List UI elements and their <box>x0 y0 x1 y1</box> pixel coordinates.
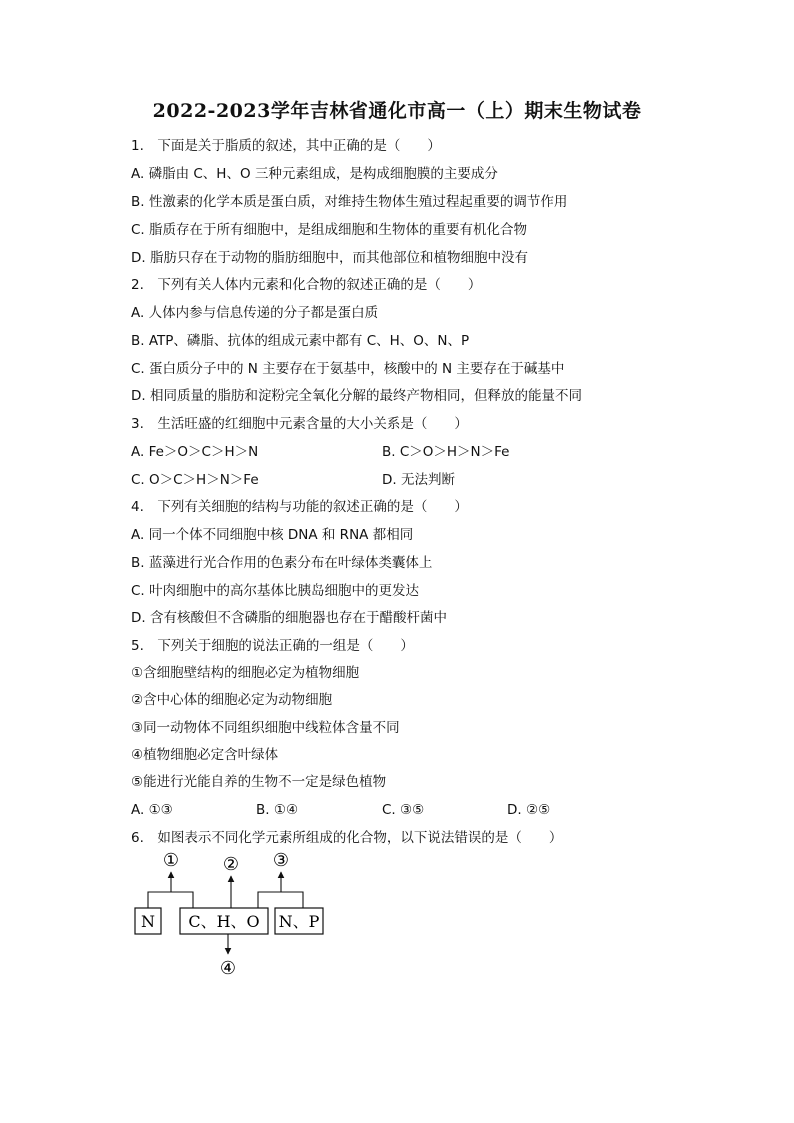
question-3-stem: 3. 生活旺盛的红细胞中元素含量的大小关系是（ ） <box>131 416 468 432</box>
question-5-statement-4: ④植物细胞必定含叶绿体 <box>131 747 279 763</box>
connector-1 <box>148 892 193 908</box>
question-1-stem: 1. 下面是关于脂质的叙述，其中正确的是（ ） <box>131 138 441 154</box>
question-5-statement-1: ①含细胞壁结构的细胞必定为植物细胞 <box>131 665 360 681</box>
label-4: ④ <box>219 958 237 979</box>
question-5-statement-2: ②含中心体的细胞必定为动物细胞 <box>131 692 333 708</box>
box-cho-label: C、H、O <box>188 912 260 931</box>
question-2-stem: 2. 下列有关人体内元素和化合物的叙述正确的是（ ） <box>131 277 482 293</box>
connector-3 <box>258 892 303 908</box>
question-1-option-d: D. 脂肪只存在于动物的脂肪细胞中，而其他部位和植物细胞中没有 <box>131 250 528 266</box>
question-2-option-d: D. 相同质量的脂肪和淀粉完全氧化分解的最终产物相同，但释放的能量不同 <box>131 388 582 404</box>
question-6-stem: 6. 如图表示不同化学元素所组成的化合物，以下说法错误的是（ ） <box>131 830 563 846</box>
question-5-option-d: D. ②⑤ <box>507 802 551 818</box>
label-2: ② <box>222 854 240 875</box>
question-5-statement-5: ⑤能进行光能自养的生物不一定是绿色植物 <box>131 774 387 790</box>
question-5-option-c: C. ③⑤ <box>382 802 425 818</box>
page-title: 2022-2023学年吉林省通化市高一（上）期末生物试卷 <box>152 100 642 122</box>
question-5-option-b: B. ①④ <box>256 802 299 818</box>
question-3-option-c: C. O＞C＞H＞N＞Fe <box>131 472 259 488</box>
question-4-option-d: D. 含有核酸但不含磷脂的细胞器也存在于醋酸杆菌中 <box>131 610 447 626</box>
question-2-option-b: B. ATP、磷脂、抗体的组成元素中都有 C、H、O、N、P <box>131 333 470 349</box>
question-5-statement-3: ③同一动物体不同组织细胞中线粒体含量不同 <box>131 720 400 736</box>
question-1-option-b: B. 性激素的化学本质是蛋白质，对维持生物体生殖过程起重要的调节作用 <box>131 194 568 210</box>
question-5-stem: 5. 下列关于细胞的说法正确的一组是（ ） <box>131 638 414 654</box>
question-4-option-a: A. 同一个体不同细胞中核 DNA 和 RNA 都相同 <box>131 527 414 543</box>
question-2-option-c: C. 蛋白质分子中的 N 主要存在于氨基中，核酸中的 N 主要存在于碱基中 <box>131 361 565 377</box>
question-1-option-c: C. 脂质存在于所有细胞中，是组成细胞和生物体的重要有机化合物 <box>131 222 528 238</box>
element-compound-diagram <box>128 852 348 982</box>
question-4-option-c: C. 叶肉细胞中的高尔基体比胰岛细胞中的更发达 <box>131 583 420 599</box>
box-np-label: N、P <box>278 912 320 931</box>
question-2-option-a: A. 人体内参与信息传递的分子都是蛋白质 <box>131 305 379 321</box>
question-3-option-d: D. 无法判断 <box>382 472 455 488</box>
label-3: ③ <box>272 852 290 871</box>
label-1: ① <box>162 852 180 871</box>
question-4-stem: 4. 下列有关细胞的结构与功能的叙述正确的是（ ） <box>131 499 468 515</box>
question-3-option-a: A. Fe＞O＞C＞H＞N <box>131 444 259 460</box>
question-4-option-b: B. 蓝藻进行光合作用的色素分布在叶绿体类囊体上 <box>131 555 433 571</box>
box-n-label: N <box>141 912 155 931</box>
question-3-option-b: B. C＞O＞H＞N＞Fe <box>382 444 510 460</box>
question-1-option-a: A. 磷脂由 C、H、O 三种元素组成，是构成细胞膜的主要成分 <box>131 166 498 182</box>
question-5-option-a: A. ①③ <box>131 802 173 818</box>
